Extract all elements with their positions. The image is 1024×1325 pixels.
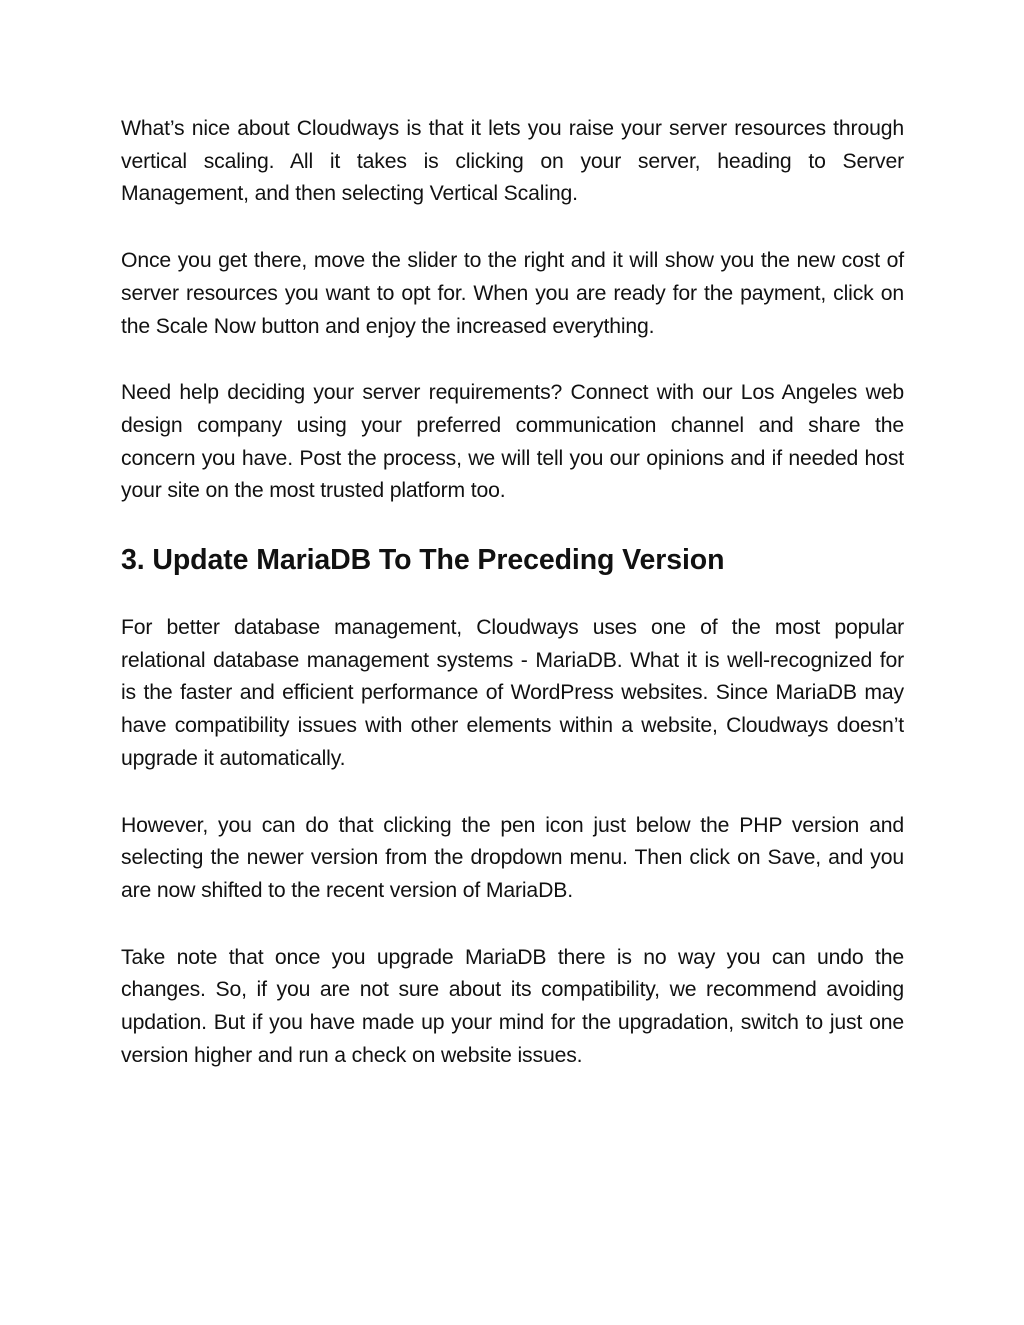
- paragraph-upgrade-steps: However, you can do that clicking the pen icon just below the PHP version and selecting the newer version from the dropdown menu. Then click on Save, and you are now shifted to the recent version of MariaDB.: [121, 813, 904, 902]
- paragraph-mariadb-intro: For better database management, Cloudways uses one of the most popular relational database management systems - MariaDB. What it is well-recognized for is the faster and efficient performance of WordPress websites. Since MariaDB may have compatibility issues with other elements within a website, Cloudways doesn’t upgrade it automatically.: [121, 616, 904, 770]
- section-heading: 3. Update MariaDB To The Preceding Version: [121, 544, 725, 577]
- paragraph-slider-instructions: Once you get there, move the slider to the right and it will show you the new cost of server resources you want to opt for. When you are ready for the payment, click on the Scale Now button and enjoy the increased everything.: [121, 249, 904, 338]
- paragraph-upgrade-warning: Take note that once you upgrade MariaDB there is no way you can undo the changes. So, if you are not sure about its compatibility, we recommend avoiding updation. But if you have made up your mind for the upgradation, switch to just one version higher and run a check on website issues.: [121, 945, 904, 1067]
- document-page: [121, 113, 904, 1106]
- paragraph-need-help: Need help deciding your server requirements? Connect with our Los Angeles web design company using your preferred communication channel and share the concern you have. Post the process, we will tell you our opinions and if needed host your site on the most trusted platform too.: [121, 381, 904, 503]
- paragraph-vertical-scaling: What’s nice about Cloudways is that it lets you raise your server resources through vertical scaling. All it takes is clicking on your server, heading to Server Management, and then selecting Vertical Scaling.: [121, 117, 904, 206]
